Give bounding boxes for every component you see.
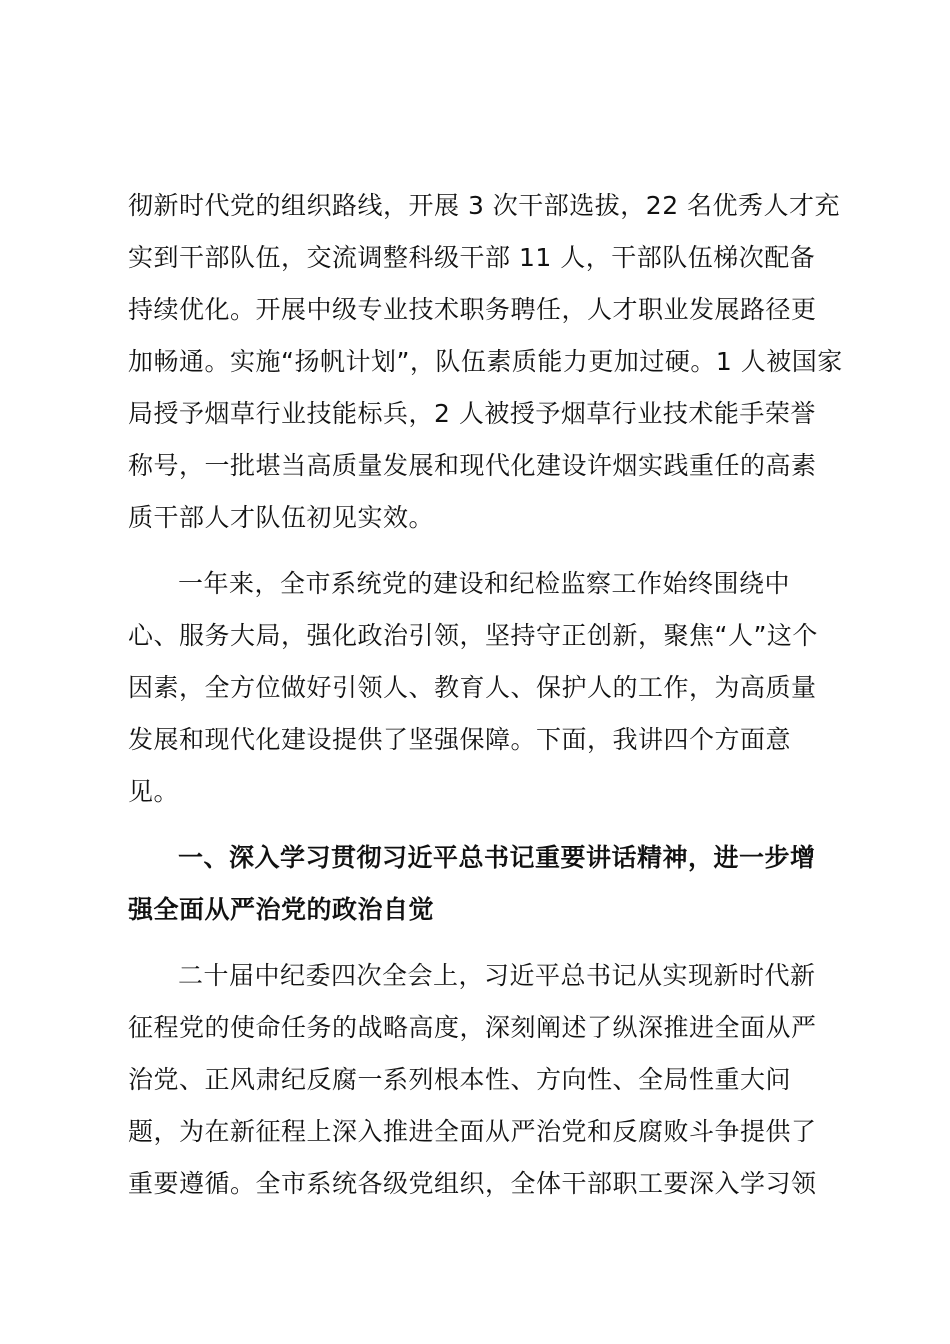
text-line: 一年来，全市系统党的建设和纪检监察工作始终围绕中 <box>178 569 791 598</box>
heading-line: 强全面从严治党的政治自觉 <box>128 895 435 924</box>
text-line: 发展和现代化建设提供了坚强保障。下面，我讲四个方面意 <box>128 725 792 754</box>
text-line: 称号，一批堪当高质量发展和现代化建设许烟实践重任的高素 <box>128 451 817 480</box>
text-line: 实到干部队伍，交流调整科级干部 11 人，干部队伍梯次配备 <box>128 243 816 272</box>
text-line: 局授予烟草行业技能标兵，2 人被授予烟草行业技术能手荣誉 <box>128 399 816 428</box>
paragraph-plenary-session <box>128 950 834 1210</box>
text-line: 彻新时代党的组织路线，开展 3 次干部选拔，22 名优秀人才充 <box>128 191 841 220</box>
text-line: 质干部人才队伍初见实效。 <box>128 503 435 532</box>
text-line: 见。 <box>128 777 180 806</box>
paragraph-cadre-team <box>128 180 843 544</box>
paragraph-year-summary <box>128 558 834 818</box>
text-line: 持续优化。开展中级专业技术职务聘任，人才职业发展路径更 <box>128 295 817 324</box>
heading-line: 一、深入学习贯彻习近平总书记重要讲话精神，进一步增 <box>178 843 816 872</box>
text-line: 二十届中纪委四次全会上，习近平总书记从实现新时代新 <box>178 961 816 990</box>
text-line: 心、服务大局，强化政治引领，坚持守正创新，聚焦“人”这个 <box>128 621 818 650</box>
text-line: 加畅通。实施“扬帆计划”，队伍素质能力更加过硬。1 人被国家 <box>128 347 843 376</box>
document-body <box>128 180 843 1224</box>
text-line: 重要遵循。全市系统各级党组织，全体干部职工要深入学习领 <box>128 1169 817 1198</box>
text-line: 治党、正风肃纪反腐一系列根本性、方向性、全局性重大问 <box>128 1065 792 1094</box>
text-line: 征程党的使命任务的战略高度，深刻阐述了纵深推进全面从严 <box>128 1013 817 1042</box>
section-heading-1 <box>128 832 834 936</box>
text-line: 因素，全方位做好引领人、教育人、保护人的工作，为高质量 <box>128 673 817 702</box>
text-line: 题，为在新征程上深入推进全面从严治党和反腐败斗争提供了 <box>128 1117 817 1146</box>
